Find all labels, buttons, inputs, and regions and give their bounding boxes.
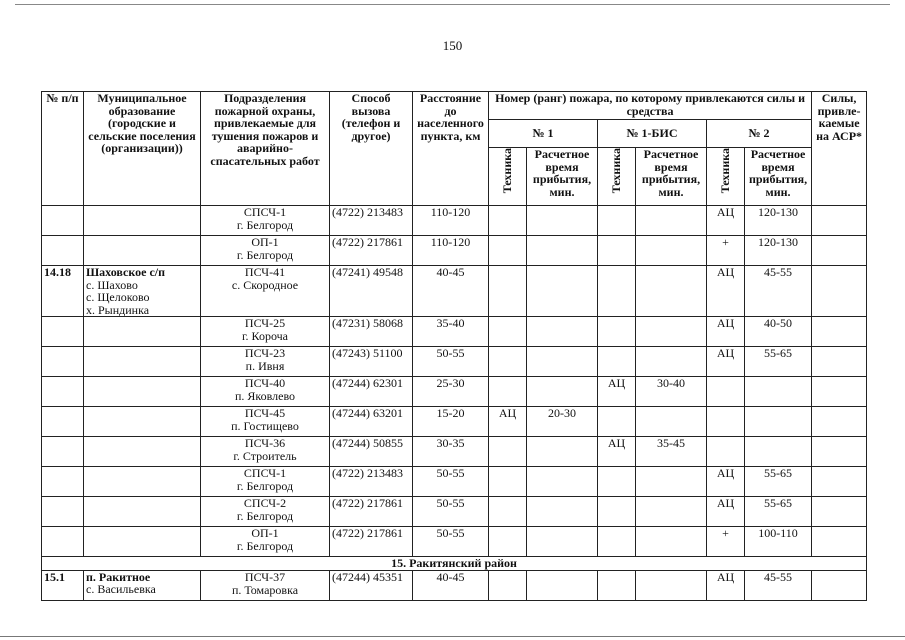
eta-rank-2: 55-65 [745, 347, 812, 377]
tech-rank-1: АЦ [489, 407, 527, 437]
eta-rank-1bis [636, 497, 707, 527]
phone-cell: (47241) 49548 [330, 266, 413, 317]
unit-cell [201, 206, 330, 236]
unit-name: ПСЧ-41 [244, 265, 286, 279]
municipality-cell [84, 467, 201, 497]
eta-rank-1 [527, 317, 598, 347]
row-number [42, 467, 84, 497]
header-eta-2: Расчетное время прибытия, мин. [745, 148, 812, 206]
section-row [42, 557, 867, 571]
unit-name: ПСЧ-25 [244, 316, 286, 330]
municipality-line: с. Шахово [86, 277, 138, 292]
tech-rank-2: АЦ [707, 206, 745, 236]
municipality-cell [84, 206, 201, 236]
eta-rank-2: 55-65 [745, 467, 812, 497]
phone-cell: (4722) 217861 [330, 527, 413, 557]
phone-cell: (47244) 50855 [330, 437, 413, 467]
asr-cell [812, 570, 867, 600]
tech-rank-1 [489, 266, 527, 317]
tech-rank-2 [707, 377, 745, 407]
tech-rank-2: АЦ [707, 317, 745, 347]
phone-cell: (47231) 58068 [330, 317, 413, 347]
phone-cell: (47243) 51100 [330, 347, 413, 377]
unit-name: СПСЧ-1 [243, 205, 287, 219]
tech-rank-1bis [598, 407, 636, 437]
distance-cell: 40-45 [413, 266, 489, 317]
distance-cell: 40-45 [413, 570, 489, 600]
eta-rank-2: 45-55 [745, 570, 812, 600]
distance-cell: 110-120 [413, 236, 489, 266]
eta-rank-1: 20-30 [527, 407, 598, 437]
tech-rank-1 [489, 236, 527, 266]
municipality-cell [84, 377, 201, 407]
phone-cell: (47244) 63201 [330, 407, 413, 437]
unit-location: п. Ивня [245, 359, 285, 373]
unit-cell [201, 317, 330, 347]
header-tech-1bis: Техника [598, 148, 636, 206]
tech-rank-2: + [707, 527, 745, 557]
empty-cell [636, 570, 707, 600]
eta-rank-2: 40-50 [745, 317, 812, 347]
eta-rank-1 [527, 266, 598, 317]
table-row [42, 266, 867, 317]
eta-rank-1 [527, 206, 598, 236]
eta-rank-2 [745, 437, 812, 467]
tech-rank-1bis [598, 497, 636, 527]
table-row [42, 206, 867, 236]
row-number: 14.18 [42, 266, 84, 317]
unit-cell [201, 467, 330, 497]
section-title: 15. Ракитянский район [42, 557, 867, 571]
municipality-line: п. Ракитное [86, 570, 151, 584]
municipality-cell [84, 236, 201, 266]
unit-location: п. Томаровка [231, 582, 299, 597]
eta-rank-1 [527, 527, 598, 557]
phone-cell: (4722) 213483 [330, 467, 413, 497]
tech-rank-1bis: АЦ [598, 437, 636, 467]
unit-cell [201, 377, 330, 407]
tech-rank-1bis [598, 206, 636, 236]
table-row [42, 497, 867, 527]
asr-cell [812, 206, 867, 236]
tech-rank-1bis [598, 467, 636, 497]
asr-cell [812, 377, 867, 407]
eta-rank-2: 55-65 [745, 497, 812, 527]
row-number [42, 527, 84, 557]
tech-rank-2 [707, 437, 745, 467]
row-number [42, 206, 84, 236]
table-row [42, 236, 867, 266]
municipality-cell [84, 407, 201, 437]
tech-rank-2: + [707, 236, 745, 266]
unit-name: ПСЧ-45 [244, 406, 286, 420]
row-number [42, 437, 84, 467]
distance-cell: 50-55 [413, 527, 489, 557]
distance-cell: 110-120 [413, 206, 489, 236]
unit-name: ПСЧ-36 [244, 436, 286, 450]
phone-cell: (4722) 217861 [330, 497, 413, 527]
unit-cell [201, 497, 330, 527]
municipality-line: х. Рындинка [86, 302, 150, 317]
header-tech-1: Техника [489, 148, 527, 206]
tech-rank-1bis [598, 347, 636, 377]
tech-rank-1 [489, 527, 527, 557]
distance-cell: 50-55 [413, 347, 489, 377]
municipality-cell [84, 437, 201, 467]
header-units: Подразделения пожарной охраны, привлекаемые для тушения пожаров и аварийно-спасательных работ [201, 92, 330, 206]
phone-cell: (47244) 62301 [330, 377, 413, 407]
tech-rank-2: АЦ [707, 347, 745, 377]
asr-cell [812, 407, 867, 437]
eta-rank-1 [527, 497, 598, 527]
table-row [42, 347, 867, 377]
eta-rank-1bis [636, 467, 707, 497]
tech-rank-2: АЦ [707, 467, 745, 497]
scan-edge-top [15, 4, 890, 5]
tech-rank-1 [489, 467, 527, 497]
table-row [42, 527, 867, 557]
eta-rank-1 [527, 236, 598, 266]
header-tech-2: Техника [707, 148, 745, 206]
unit-location: г. Короча [241, 329, 289, 343]
asr-cell [812, 317, 867, 347]
unit-name: ПСЧ-37 [244, 570, 286, 584]
unit-location: п. Яковлево [234, 389, 296, 403]
tech-rank-1 [489, 377, 527, 407]
unit-location: г. Белгород [236, 539, 294, 553]
asr-cell [812, 527, 867, 557]
unit-cell [201, 347, 330, 377]
header-call: Способ вызова (телефон и другое) [330, 92, 413, 206]
header-eta-1: Расчетное время прибытия, мин. [527, 148, 598, 206]
fire-forces-table [41, 91, 867, 601]
eta-rank-1bis [636, 206, 707, 236]
asr-cell [812, 236, 867, 266]
header-rank-group: Номер (ранг) пожара, по которому привлекаются силы и средства [489, 92, 812, 120]
unit-cell [201, 570, 330, 600]
header-asr: Силы, привле-каемые на АСР* [812, 92, 867, 206]
tech-rank-1 [489, 347, 527, 377]
eta-rank-1bis [636, 407, 707, 437]
tech-rank-1 [489, 437, 527, 467]
unit-location: г. Белгород [236, 248, 294, 262]
asr-cell [812, 497, 867, 527]
municipality-line: Шаховское с/п [86, 265, 166, 279]
distance-cell: 25-30 [413, 377, 489, 407]
empty-cell [598, 570, 636, 600]
phone-cell: (4722) 213483 [330, 206, 413, 236]
row-number [42, 317, 84, 347]
municipality-line: с. Васильевка [86, 582, 156, 596]
header-distance: Расстояние до населенного пункта, км [413, 92, 489, 206]
asr-cell [812, 467, 867, 497]
unit-location: п. Гостищево [231, 419, 299, 433]
row-number [42, 407, 84, 437]
eta-rank-1 [527, 467, 598, 497]
asr-cell [812, 347, 867, 377]
phone-cell: (47244) 45351 [330, 570, 413, 600]
asr-cell [812, 437, 867, 467]
unit-cell [201, 527, 330, 557]
header-row-1 [42, 92, 867, 120]
tech-rank-2: АЦ [707, 266, 745, 317]
unit-name: ПСЧ-40 [244, 376, 286, 390]
tech-rank-1bis [598, 266, 636, 317]
tech-rank-2 [707, 407, 745, 437]
tech-rank-1bis [598, 527, 636, 557]
unit-name: ОП-1 [251, 235, 279, 249]
distance-cell: 15-20 [413, 407, 489, 437]
table-row [42, 437, 867, 467]
unit-location: г. Белгород [236, 479, 294, 493]
scan-edge-bottom [0, 636, 905, 637]
table-row [42, 407, 867, 437]
header-rank-1: № 1 [489, 120, 598, 148]
unit-location: г. Белгород [236, 218, 294, 232]
municipality-cell [84, 527, 201, 557]
eta-rank-1bis [636, 266, 707, 317]
row-number [42, 377, 84, 407]
unit-cell [201, 437, 330, 467]
tech-rank-1 [489, 206, 527, 236]
eta-rank-1bis: 35-45 [636, 437, 707, 467]
table-row [42, 377, 867, 407]
eta-rank-1 [527, 347, 598, 377]
unit-location: г. Строитель [233, 449, 297, 463]
empty-cell [527, 570, 598, 600]
unit-location: г. Белгород [236, 509, 294, 523]
header-eta-1bis: Расчетное время прибытия, мин. [636, 148, 707, 206]
eta-rank-1bis: 30-40 [636, 377, 707, 407]
distance-cell: 50-55 [413, 497, 489, 527]
eta-rank-2: 45-55 [745, 266, 812, 317]
unit-name: ОП-1 [251, 526, 279, 540]
tech-rank-2: АЦ [707, 497, 745, 527]
row-number [42, 236, 84, 266]
unit-location: с. Скородное [231, 278, 299, 292]
unit-cell [201, 266, 330, 317]
eta-rank-1bis [636, 347, 707, 377]
tech-rank-1bis [598, 317, 636, 347]
tech-rank-1 [489, 497, 527, 527]
eta-rank-1 [527, 437, 598, 467]
page-number: 150 [442, 38, 463, 53]
header-municipality: Муниципальное образование (городские и сельские поселения (организации)) [84, 92, 201, 206]
municipality-cell [84, 347, 201, 377]
phone-cell: (4722) 217861 [330, 236, 413, 266]
eta-rank-2: 100-110 [745, 527, 812, 557]
municipality-cell [84, 266, 201, 317]
eta-rank-2 [745, 407, 812, 437]
eta-rank-1bis [636, 236, 707, 266]
row-number [42, 497, 84, 527]
eta-rank-1bis [636, 527, 707, 557]
eta-rank-1 [527, 377, 598, 407]
eta-rank-2 [745, 377, 812, 407]
unit-name: СПСЧ-2 [243, 496, 287, 510]
tech-rank-2: АЦ [707, 570, 745, 600]
tech-rank-1bis: АЦ [598, 377, 636, 407]
eta-rank-1bis [636, 317, 707, 347]
municipality-cell [84, 497, 201, 527]
distance-cell: 30-35 [413, 437, 489, 467]
header-num: № п/п [42, 92, 84, 206]
unit-name: ПСЧ-23 [244, 346, 286, 360]
tech-rank-1 [489, 317, 527, 347]
eta-rank-2: 120-130 [745, 206, 812, 236]
row-number [42, 347, 84, 377]
header-rank-2: № 2 [707, 120, 812, 148]
table-row [42, 317, 867, 347]
row-number: 15.1 [42, 570, 84, 600]
empty-cell [489, 570, 527, 600]
asr-cell [812, 266, 867, 317]
unit-name: СПСЧ-1 [243, 466, 287, 480]
header-rank-1-bis: № 1-БИС [598, 120, 707, 148]
municipality-cell [84, 317, 201, 347]
table-row [42, 467, 867, 497]
municipality-cell [84, 570, 201, 600]
distance-cell: 50-55 [413, 467, 489, 497]
tech-rank-1bis [598, 236, 636, 266]
eta-rank-2: 120-130 [745, 236, 812, 266]
distance-cell: 35-40 [413, 317, 489, 347]
unit-cell [201, 407, 330, 437]
unit-cell [201, 236, 330, 266]
municipality-line: с. Щелоково [86, 290, 150, 304]
table-row [42, 570, 867, 600]
